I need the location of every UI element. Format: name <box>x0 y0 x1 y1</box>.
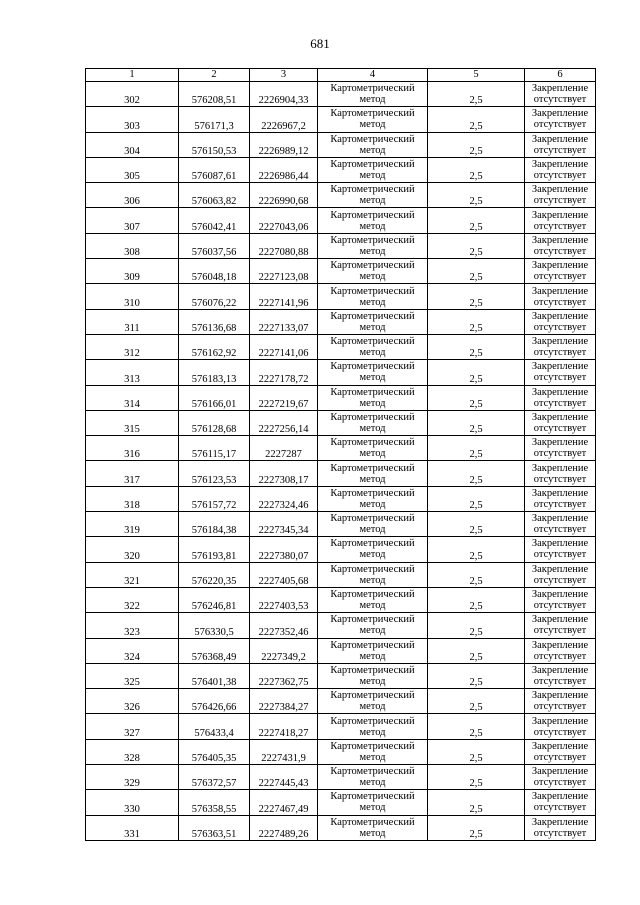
cell-method: Картометрический метод <box>318 537 428 562</box>
cell-fixation: Закрепление отсутствует <box>525 638 596 663</box>
cell-point-number: 326 <box>86 689 179 714</box>
cell-point-number: 303 <box>86 107 179 132</box>
cell-accuracy: 2,5 <box>428 284 525 309</box>
cell-fixation: Закрепление отсутствует <box>525 334 596 359</box>
cell-method: Картометрический метод <box>318 82 428 107</box>
table-row <box>86 309 596 334</box>
cell-accuracy: 2,5 <box>428 613 525 638</box>
cell-y-coordinate: 2226989,12 <box>250 132 318 157</box>
cell-fixation: Закрепление отсутствует <box>525 537 596 562</box>
cell-x-coordinate: 576405,35 <box>179 739 250 764</box>
cell-accuracy: 2,5 <box>428 562 525 587</box>
cell-y-coordinate: 2226904,33 <box>250 82 318 107</box>
cell-method: Картометрический метод <box>318 157 428 182</box>
cell-x-coordinate: 576183,13 <box>179 360 250 385</box>
cell-accuracy: 2,5 <box>428 765 525 790</box>
cell-x-coordinate: 576401,38 <box>179 663 250 688</box>
cell-y-coordinate: 2227445,43 <box>250 765 318 790</box>
table-row <box>86 512 596 537</box>
cell-x-coordinate: 576115,17 <box>179 436 250 461</box>
cell-x-coordinate: 576162,92 <box>179 334 250 359</box>
cell-method: Картометрический метод <box>318 638 428 663</box>
table-row <box>86 259 596 284</box>
cell-point-number: 327 <box>86 714 179 739</box>
table-row <box>86 562 596 587</box>
cell-x-coordinate: 576063,82 <box>179 183 250 208</box>
table-row <box>86 537 596 562</box>
cell-method: Картометрический метод <box>318 587 428 612</box>
cell-fixation: Закрепление отсутствует <box>525 82 596 107</box>
cell-y-coordinate: 2227403,53 <box>250 587 318 612</box>
cell-accuracy: 2,5 <box>428 537 525 562</box>
cell-fixation: Закрепление отсутствует <box>525 461 596 486</box>
cell-point-number: 306 <box>86 183 179 208</box>
cell-y-coordinate: 2227489,26 <box>250 815 318 840</box>
cell-x-coordinate: 576076,22 <box>179 284 250 309</box>
cell-y-coordinate: 2226986,44 <box>250 157 318 182</box>
cell-fixation: Закрепление отсутствует <box>525 132 596 157</box>
cell-method: Картометрический метод <box>318 183 428 208</box>
cell-point-number: 311 <box>86 309 179 334</box>
table-row <box>86 613 596 638</box>
cell-y-coordinate: 2227308,17 <box>250 461 318 486</box>
cell-fixation: Закрепление отсутствует <box>525 739 596 764</box>
cell-accuracy: 2,5 <box>428 587 525 612</box>
table-body <box>86 82 596 841</box>
cell-x-coordinate: 576193,81 <box>179 537 250 562</box>
table-row <box>86 385 596 410</box>
cell-x-coordinate: 576150,53 <box>179 132 250 157</box>
cell-accuracy: 2,5 <box>428 183 525 208</box>
cell-method: Картометрический метод <box>318 512 428 537</box>
cell-fixation: Закрепление отсутствует <box>525 284 596 309</box>
cell-accuracy: 2,5 <box>428 82 525 107</box>
cell-y-coordinate: 2226990,68 <box>250 183 318 208</box>
cell-y-coordinate: 2227384,27 <box>250 689 318 714</box>
table-row <box>86 132 596 157</box>
table-row <box>86 689 596 714</box>
cell-point-number: 321 <box>86 562 179 587</box>
cell-accuracy: 2,5 <box>428 739 525 764</box>
cell-point-number: 325 <box>86 663 179 688</box>
cell-method: Картометрический метод <box>318 107 428 132</box>
cell-x-coordinate: 576358,55 <box>179 790 250 815</box>
cell-x-coordinate: 576087,61 <box>179 157 250 182</box>
cell-x-coordinate: 576220,35 <box>179 562 250 587</box>
cell-x-coordinate: 576048,18 <box>179 259 250 284</box>
column-header-6: 6 <box>525 69 596 82</box>
cell-accuracy: 2,5 <box>428 512 525 537</box>
cell-point-number: 328 <box>86 739 179 764</box>
cell-y-coordinate: 2227345,34 <box>250 512 318 537</box>
cell-fixation: Закрепление отсутствует <box>525 436 596 461</box>
cell-fixation: Закрепление отсутствует <box>525 309 596 334</box>
table-row <box>86 587 596 612</box>
cell-y-coordinate: 2227380,07 <box>250 537 318 562</box>
table-row <box>86 436 596 461</box>
cell-y-coordinate: 2227467,49 <box>250 790 318 815</box>
cell-accuracy: 2,5 <box>428 233 525 258</box>
cell-accuracy: 2,5 <box>428 107 525 132</box>
cell-x-coordinate: 576042,41 <box>179 208 250 233</box>
cell-y-coordinate: 2227256,14 <box>250 410 318 435</box>
table-row <box>86 765 596 790</box>
cell-y-coordinate: 2227080,88 <box>250 233 318 258</box>
cell-fixation: Закрепление отсутствует <box>525 107 596 132</box>
cell-y-coordinate: 2227418,27 <box>250 714 318 739</box>
table-row <box>86 461 596 486</box>
cell-y-coordinate: 2227043,06 <box>250 208 318 233</box>
cell-x-coordinate: 576368,49 <box>179 638 250 663</box>
table-row <box>86 486 596 511</box>
cell-method: Картометрический метод <box>318 334 428 359</box>
cell-y-coordinate: 2227141,06 <box>250 334 318 359</box>
cell-x-coordinate: 576363,51 <box>179 815 250 840</box>
cell-accuracy: 2,5 <box>428 461 525 486</box>
cell-accuracy: 2,5 <box>428 815 525 840</box>
cell-method: Картометрический метод <box>318 410 428 435</box>
cell-point-number: 302 <box>86 82 179 107</box>
column-header-3: 3 <box>250 69 318 82</box>
cell-point-number: 318 <box>86 486 179 511</box>
cell-y-coordinate: 2227133,07 <box>250 309 318 334</box>
table-row <box>86 815 596 840</box>
cell-fixation: Закрепление отсутствует <box>525 183 596 208</box>
cell-method: Картометрический метод <box>318 132 428 157</box>
cell-fixation: Закрепление отсутствует <box>525 360 596 385</box>
table-row <box>86 714 596 739</box>
cell-point-number: 316 <box>86 436 179 461</box>
column-header-1: 1 <box>86 69 179 82</box>
table-row <box>86 334 596 359</box>
cell-point-number: 322 <box>86 587 179 612</box>
cell-method: Картометрический метод <box>318 613 428 638</box>
cell-method: Картометрический метод <box>318 562 428 587</box>
cell-point-number: 314 <box>86 385 179 410</box>
cell-method: Картометрический метод <box>318 714 428 739</box>
cell-y-coordinate: 2227405,68 <box>250 562 318 587</box>
cell-fixation: Закрепление отсутствует <box>525 208 596 233</box>
cell-fixation: Закрепление отсутствует <box>525 157 596 182</box>
cell-point-number: 304 <box>86 132 179 157</box>
cell-point-number: 315 <box>86 410 179 435</box>
table-row <box>86 790 596 815</box>
cell-fixation: Закрепление отсутствует <box>525 613 596 638</box>
cell-accuracy: 2,5 <box>428 334 525 359</box>
cell-method: Картометрический метод <box>318 208 428 233</box>
cell-x-coordinate: 576433,4 <box>179 714 250 739</box>
cell-accuracy: 2,5 <box>428 486 525 511</box>
cell-x-coordinate: 576426,66 <box>179 689 250 714</box>
table-row <box>86 663 596 688</box>
cell-x-coordinate: 576246,81 <box>179 587 250 612</box>
cell-x-coordinate: 576157,72 <box>179 486 250 511</box>
table-row <box>86 208 596 233</box>
cell-fixation: Закрепление отсутствует <box>525 815 596 840</box>
cell-method: Картометрический метод <box>318 461 428 486</box>
cell-method: Картометрический метод <box>318 739 428 764</box>
cell-fixation: Закрепление отсутствует <box>525 790 596 815</box>
cell-fixation: Закрепление отсутствует <box>525 689 596 714</box>
cell-fixation: Закрепление отсутствует <box>525 765 596 790</box>
cell-x-coordinate: 576037,56 <box>179 233 250 258</box>
cell-fixation: Закрепление отсутствует <box>525 259 596 284</box>
cell-x-coordinate: 576171,3 <box>179 107 250 132</box>
cell-x-coordinate: 576184,38 <box>179 512 250 537</box>
cell-x-coordinate: 576330,5 <box>179 613 250 638</box>
cell-y-coordinate: 2227178,72 <box>250 360 318 385</box>
table-row <box>86 360 596 385</box>
table-row <box>86 183 596 208</box>
cell-method: Картометрический метод <box>318 385 428 410</box>
cell-point-number: 307 <box>86 208 179 233</box>
table-row <box>86 638 596 663</box>
cell-x-coordinate: 576123,53 <box>179 461 250 486</box>
cell-x-coordinate: 576208,51 <box>179 82 250 107</box>
cell-accuracy: 2,5 <box>428 385 525 410</box>
cell-accuracy: 2,5 <box>428 157 525 182</box>
cell-method: Картометрический метод <box>318 790 428 815</box>
table-row <box>86 82 596 107</box>
cell-point-number: 313 <box>86 360 179 385</box>
cell-method: Картометрический метод <box>318 486 428 511</box>
cell-point-number: 331 <box>86 815 179 840</box>
cell-y-coordinate: 2227324,46 <box>250 486 318 511</box>
cell-method: Картометрический метод <box>318 360 428 385</box>
cell-fixation: Закрепление отсутствует <box>525 233 596 258</box>
column-header-5: 5 <box>428 69 525 82</box>
cell-y-coordinate: 2227352,46 <box>250 613 318 638</box>
cell-y-coordinate: 2227349,2 <box>250 638 318 663</box>
cell-fixation: Закрепление отсутствует <box>525 663 596 688</box>
cell-accuracy: 2,5 <box>428 663 525 688</box>
cell-y-coordinate: 2226967,2 <box>250 107 318 132</box>
cell-method: Картометрический метод <box>318 436 428 461</box>
cell-point-number: 320 <box>86 537 179 562</box>
table-row <box>86 739 596 764</box>
cell-x-coordinate: 576166,01 <box>179 385 250 410</box>
cell-point-number: 330 <box>86 790 179 815</box>
cell-accuracy: 2,5 <box>428 638 525 663</box>
cell-accuracy: 2,5 <box>428 208 525 233</box>
cell-accuracy: 2,5 <box>428 689 525 714</box>
cell-fixation: Закрепление отсутствует <box>525 385 596 410</box>
cell-accuracy: 2,5 <box>428 436 525 461</box>
cell-point-number: 319 <box>86 512 179 537</box>
cell-y-coordinate: 2227123,08 <box>250 259 318 284</box>
cell-method: Картометрический метод <box>318 815 428 840</box>
table-header-row <box>86 69 596 82</box>
column-header-4: 4 <box>318 69 428 82</box>
cell-fixation: Закрепление отсутствует <box>525 562 596 587</box>
cell-accuracy: 2,5 <box>428 259 525 284</box>
table-row <box>86 157 596 182</box>
cell-accuracy: 2,5 <box>428 360 525 385</box>
cell-fixation: Закрепление отсутствует <box>525 486 596 511</box>
cell-accuracy: 2,5 <box>428 790 525 815</box>
cell-point-number: 305 <box>86 157 179 182</box>
cell-accuracy: 2,5 <box>428 132 525 157</box>
cell-y-coordinate: 2227141,96 <box>250 284 318 309</box>
cell-point-number: 323 <box>86 613 179 638</box>
cell-method: Картометрический метод <box>318 689 428 714</box>
cell-accuracy: 2,5 <box>428 410 525 435</box>
cell-point-number: 324 <box>86 638 179 663</box>
table-row <box>86 284 596 309</box>
cell-point-number: 309 <box>86 259 179 284</box>
cell-point-number: 310 <box>86 284 179 309</box>
cell-fixation: Закрепление отсутствует <box>525 587 596 612</box>
cell-point-number: 312 <box>86 334 179 359</box>
cell-y-coordinate: 2227362,75 <box>250 663 318 688</box>
cell-method: Картометрический метод <box>318 309 428 334</box>
cell-x-coordinate: 576136,68 <box>179 309 250 334</box>
cell-x-coordinate: 576128,68 <box>179 410 250 435</box>
table-row <box>86 410 596 435</box>
table-row <box>86 107 596 132</box>
cell-accuracy: 2,5 <box>428 714 525 739</box>
coordinates-table <box>85 68 596 841</box>
cell-point-number: 329 <box>86 765 179 790</box>
cell-y-coordinate: 2227431,9 <box>250 739 318 764</box>
cell-method: Картометрический метод <box>318 233 428 258</box>
cell-x-coordinate: 576372,57 <box>179 765 250 790</box>
cell-accuracy: 2,5 <box>428 309 525 334</box>
cell-fixation: Закрепление отсутствует <box>525 410 596 435</box>
cell-method: Картометрический метод <box>318 259 428 284</box>
cell-fixation: Закрепление отсутствует <box>525 512 596 537</box>
column-header-2: 2 <box>179 69 250 82</box>
cell-method: Картометрический метод <box>318 765 428 790</box>
cell-y-coordinate: 2227219,67 <box>250 385 318 410</box>
cell-fixation: Закрепление отсутствует <box>525 714 596 739</box>
cell-method: Картометрический метод <box>318 284 428 309</box>
cell-point-number: 308 <box>86 233 179 258</box>
cell-method: Картометрический метод <box>318 663 428 688</box>
cell-point-number: 317 <box>86 461 179 486</box>
page-number: 681 <box>310 36 330 51</box>
cell-y-coordinate: 2227287 <box>250 436 318 461</box>
table-row <box>86 233 596 258</box>
